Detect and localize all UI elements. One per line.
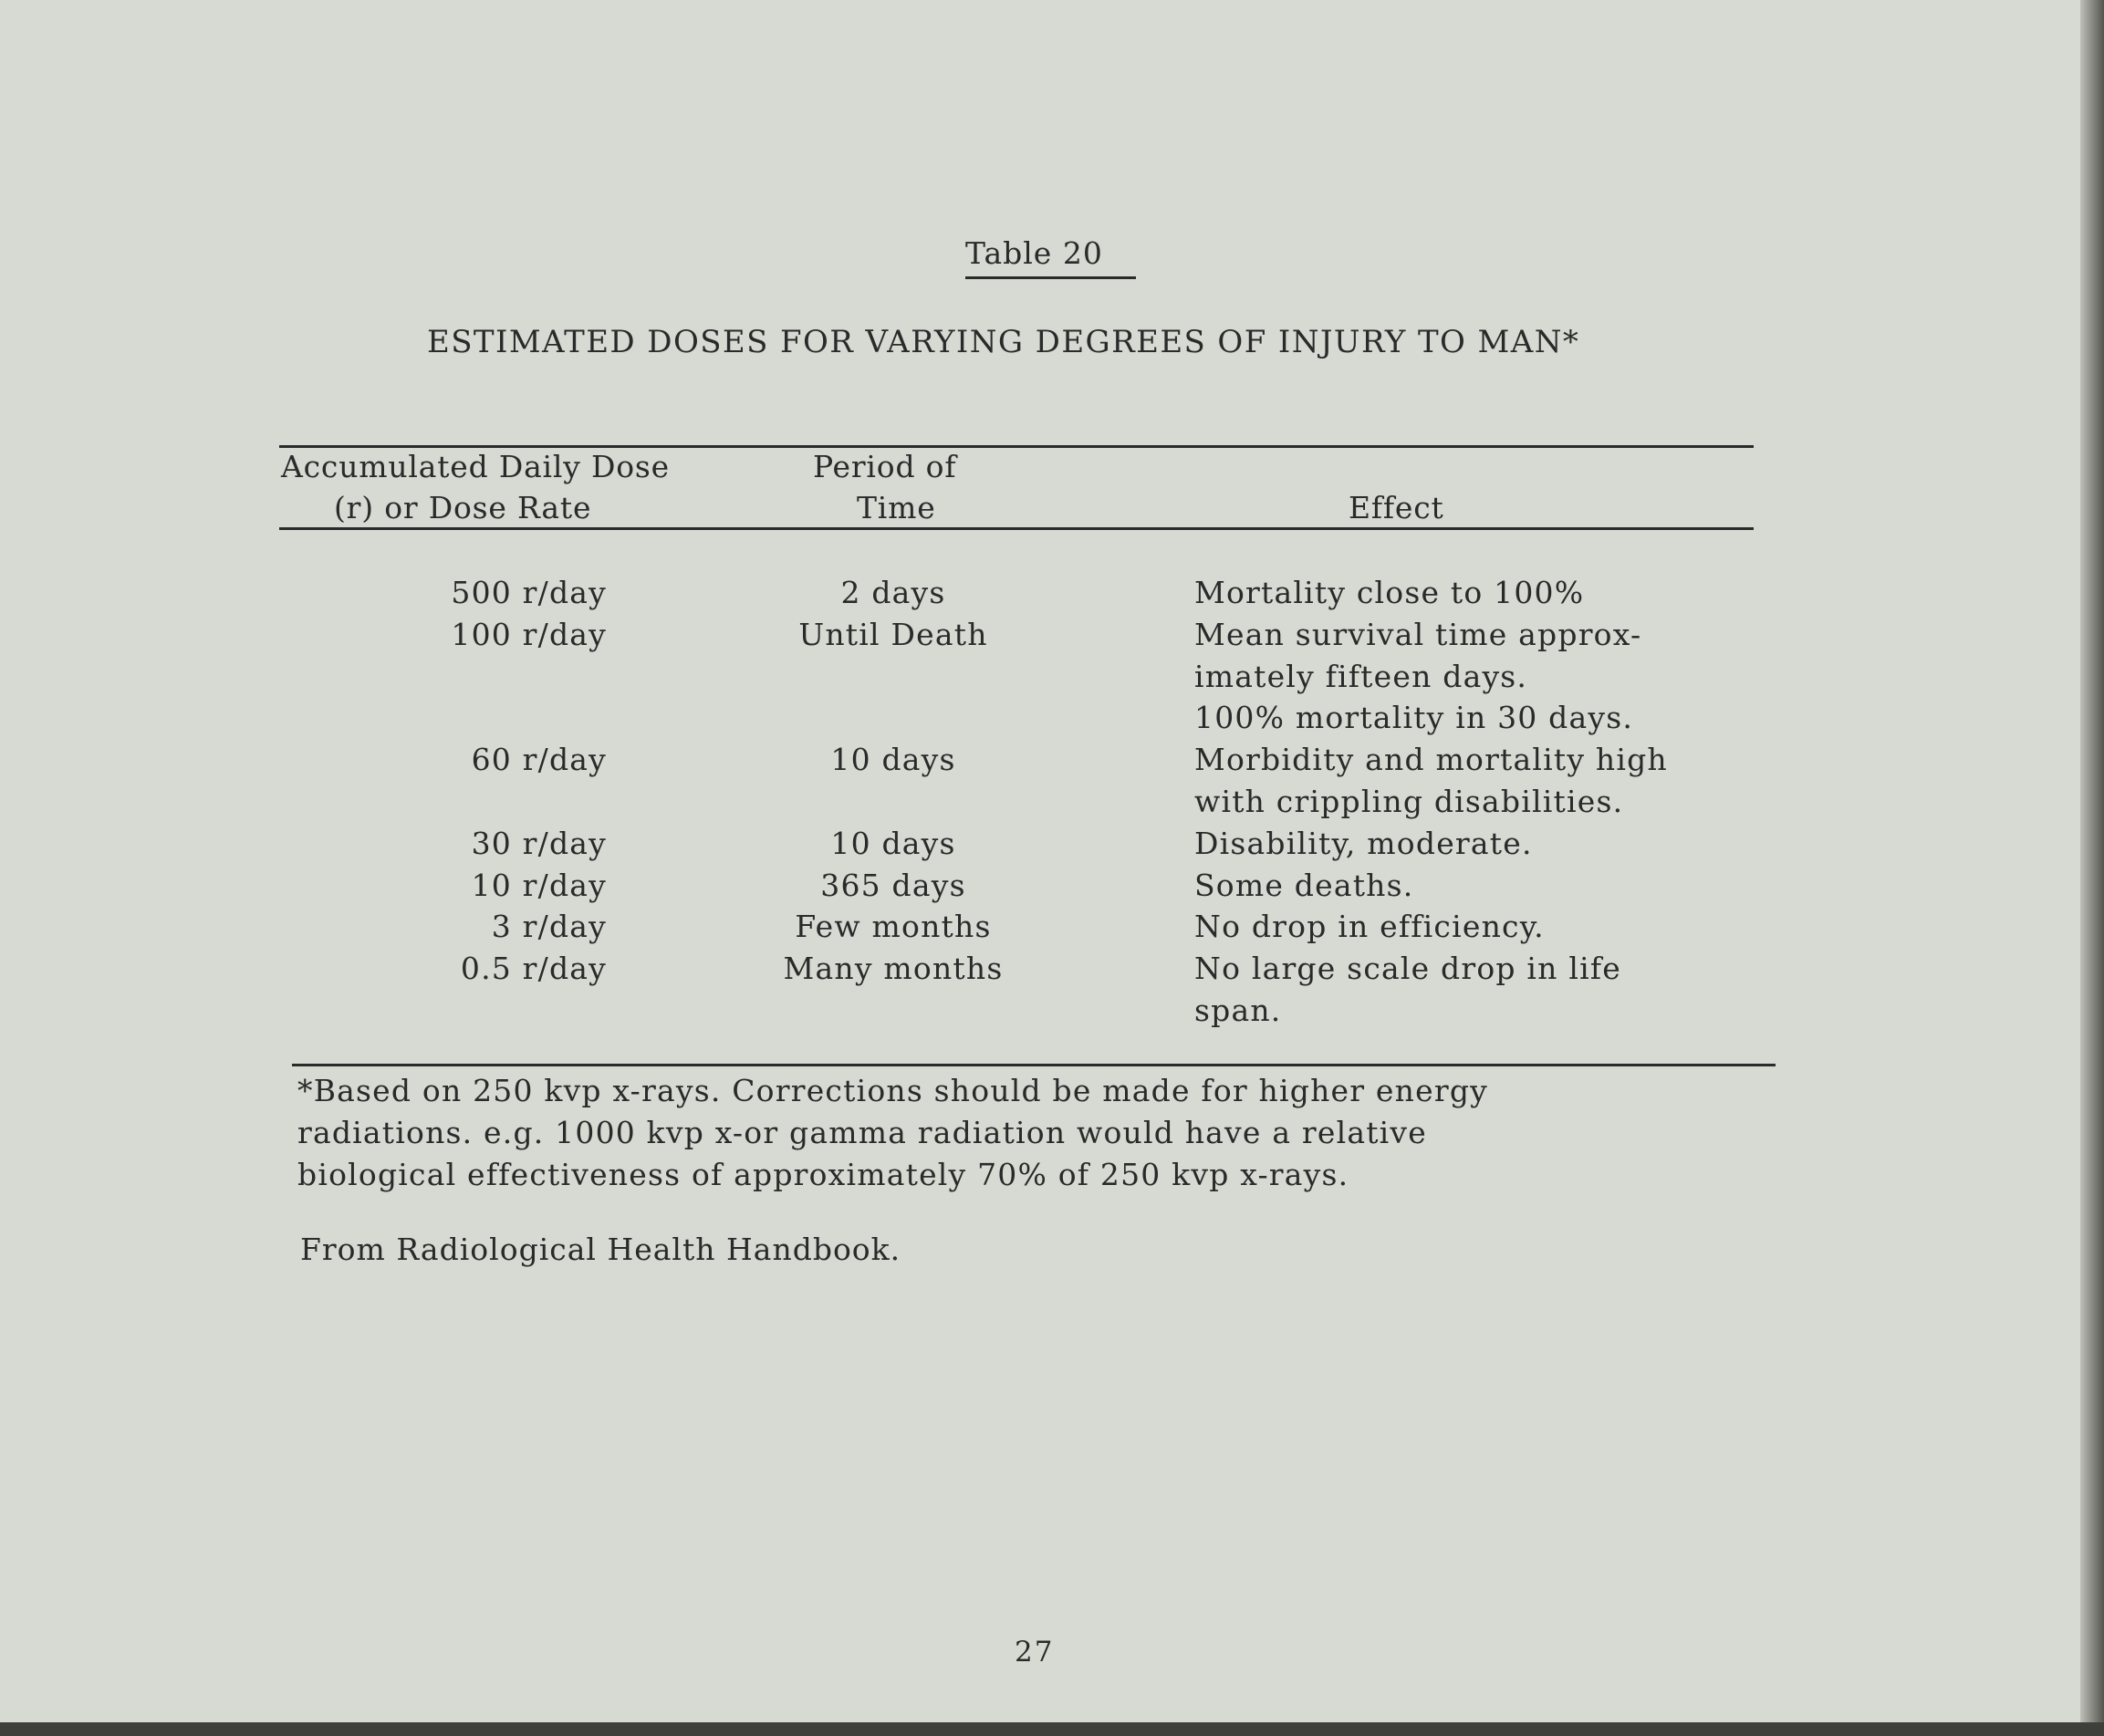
effect-cell: Some deaths. — [1194, 867, 1414, 903]
table-label-underline — [965, 276, 1136, 279]
table-label: Table 20 — [965, 235, 1103, 271]
time-cell: Until Death — [798, 616, 988, 652]
table-bottom-rule — [292, 1064, 1776, 1066]
time-cell: 2 days — [840, 575, 946, 610]
table-body — [0, 572, 2080, 1032]
header-period-line1: Period of — [813, 449, 957, 484]
table-header-rule — [279, 527, 1754, 530]
effect-cell: Mortality close to 100% — [1194, 575, 1585, 610]
page-number: 27 — [1015, 1636, 1055, 1668]
table-row — [0, 865, 2080, 907]
effect-cell: Disability, moderate. — [1194, 825, 1533, 861]
table-row — [0, 823, 2080, 865]
time-cell: 10 days — [830, 742, 956, 778]
table-row — [0, 948, 2080, 1032]
header-period-line2: Time — [857, 490, 936, 525]
dose-cell: 10 r/day — [471, 867, 607, 903]
effect-cell: No large scale drop in life span. — [1194, 951, 1621, 1028]
effect-cell: No drop in efficiency. — [1194, 909, 1545, 945]
header-dose-line1: Accumulated Daily Dose — [281, 449, 670, 484]
table-row — [0, 906, 2080, 948]
footnote: *Based on 250 kvp x-rays. Corrections should be made for higher energy radiations. e.g. 1000 kvp x-or gamma radiation would have a relative biological effectiveness of approximately 70% of 250 kvp x-rays. — [297, 1073, 1488, 1192]
page-bottom-edge — [0, 1722, 2104, 1736]
dose-cell: 60 r/day — [471, 742, 607, 778]
effect-cell: Mean survival time approx- imately fifteen days. 100% mortality in 30 days. — [1194, 616, 1642, 736]
dose-cell: 30 r/day — [471, 825, 607, 861]
header-dose-line2: (r) or Dose Rate — [334, 490, 592, 525]
table-row — [0, 614, 2080, 739]
time-cell: Few months — [795, 909, 992, 945]
source-note: From Radiological Health Handbook. — [300, 1232, 901, 1267]
table-row — [0, 739, 2080, 823]
dose-cell: 3 r/day — [491, 909, 607, 945]
dose-cell: 500 r/day — [451, 575, 607, 610]
time-cell: Many months — [783, 951, 1004, 987]
table-row — [0, 572, 2080, 614]
header-effect: Effect — [1349, 490, 1444, 525]
dose-cell: 0.5 r/day — [460, 951, 607, 987]
page-edge-shadow — [2080, 0, 2104, 1736]
table-title: ESTIMATED DOSES FOR VARYING DEGREES OF INJURY TO MAN* — [427, 324, 1580, 360]
effect-cell: Morbidity and mortality high with crippling disabilities. — [1194, 742, 1668, 819]
time-cell: 10 days — [830, 825, 956, 861]
dose-cell: 100 r/day — [451, 616, 607, 652]
time-cell: 365 days — [820, 867, 966, 903]
